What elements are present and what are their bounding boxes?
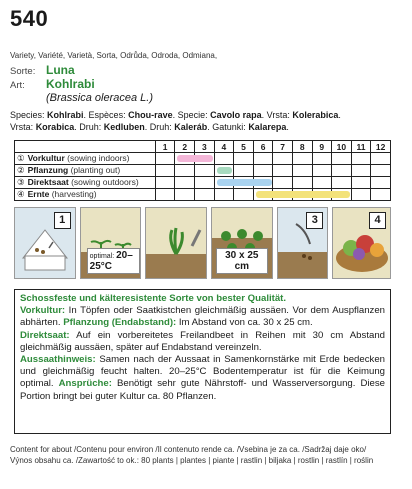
content-info: [10, 445, 405, 466]
step-4-number: 4: [369, 212, 386, 229]
description-box: [14, 289, 391, 434]
art-label: Art:: [10, 80, 25, 91]
species-line-2: [10, 121, 341, 133]
month-header: 12: [371, 141, 391, 153]
month-header: 5: [234, 141, 254, 153]
calendar-cell: [292, 165, 312, 177]
step-marker: ④: [17, 189, 25, 199]
calendar-bar: [177, 155, 212, 162]
calendar-cell: [292, 177, 312, 189]
direktsaat-text: Direktsaat: Auf ein vorbereitetes Freilandbeet in Reihen mit 30 cm Abstand gleichmäßig aussäen, später auf Endabstand vereinzeln.: [20, 329, 385, 353]
species-text: . Vrsta:: [261, 110, 293, 120]
species-text: Chou-rave: [128, 110, 173, 120]
headline: Schossfeste und kälteresistente Sorte von bester Qualität.: [20, 293, 287, 304]
species-block: [10, 109, 341, 133]
calendar-cell: [175, 177, 195, 189]
calendar-cell: [253, 165, 273, 177]
month-header: 11: [351, 141, 371, 153]
species-text: Kaleráb: [174, 122, 208, 132]
content-line-2: Výnos obsahu ca. /Zawartość to ok.: 80 plants | plantes | piante | rastlin | biljaka | rostlin | rastlín | roślin: [10, 455, 374, 465]
temperature-badge: optimal: 20–25°C: [87, 248, 141, 274]
calendar-bar: [217, 179, 272, 186]
calendar-row-label: [15, 153, 156, 165]
calendar-step-translation: (harvesting): [49, 189, 97, 199]
calendar-cell: [371, 177, 391, 189]
calendar-cell: [351, 165, 371, 177]
calendar-cell: [155, 165, 175, 177]
calendar-row: [15, 177, 391, 189]
month-header: 10: [332, 141, 352, 153]
calendar-cell: [175, 153, 195, 165]
variety-line: Variety, Variété, Varietà, Sorta, Odrůda, Odroda, Odmiana,: [10, 51, 218, 60]
calendar-bar: [256, 191, 351, 198]
calendar-cell: [351, 189, 371, 201]
vorkultur-heading: Vorkultur:: [20, 305, 66, 317]
sorte-label: Sorte:: [10, 66, 36, 77]
calendar-cell: [214, 177, 234, 189]
calendar-cell: [292, 153, 312, 165]
calendar-cell: [214, 153, 234, 165]
species-text: Species:: [10, 110, 48, 120]
calendar-cell: [332, 153, 352, 165]
species-text: Kalarepa: [248, 122, 287, 132]
calendar-cell: [175, 165, 195, 177]
month-header: 2: [175, 141, 195, 153]
aussaat-text: Aussaathinweis: Samen nach der Aussaat in Samenkornstärke mit Erde bedecken und gleichmäßig feucht halten. 20–25°C Bodentemperatur ist für die Keimung optimal. Ansprüche: Benötigt sehr gute Nährstoff- und Wasserversorgung. Diese Portion bringt bei guter Kultur ca. 80 Pflanzen.: [20, 354, 385, 402]
calendar-cell: [234, 153, 254, 165]
calendar-step-name: Ernte: [27, 189, 50, 199]
step-marker: ②: [17, 165, 25, 175]
direktsaat-heading: Direktsaat:: [20, 329, 70, 341]
calendar-cell: [312, 153, 332, 165]
calendar-row-label: [15, 165, 156, 177]
calendar-cell: [155, 177, 175, 189]
content-line-1: Content for about /Contenu pour environ /Il contenuto rende ca. /Vsebina je za ca. /Sadržaj daje oko/: [10, 445, 367, 454]
calendar-cell: [273, 177, 293, 189]
month-header: 6: [253, 141, 273, 153]
calendar-step-name: Vorkultur: [27, 153, 65, 163]
calendar-step-translation: (sowing indoors): [64, 153, 130, 163]
calendar-cell: [371, 153, 391, 165]
calendar-cell: [214, 189, 234, 201]
art-value: Kohlrabi: [46, 77, 95, 91]
species-text: Kolerabica: [292, 110, 339, 120]
species-text: Kedluben: [103, 122, 145, 132]
month-header: 3: [195, 141, 215, 153]
month-header: 1: [155, 141, 175, 153]
latin-row: [10, 92, 153, 104]
calendar-cell: [371, 165, 391, 177]
calendar-cell: [253, 153, 273, 165]
trowel-plant-icon: [146, 208, 207, 279]
species-text: Korabica: [35, 122, 75, 132]
month-header: 8: [292, 141, 312, 153]
species-line-1: [10, 109, 341, 121]
art-row: [10, 78, 153, 92]
calendar-row-label: [15, 177, 156, 189]
calendar-row: [15, 165, 391, 177]
illustration-spacing: [211, 207, 273, 279]
calendar-cell: [351, 153, 371, 165]
calendar-cell: [332, 177, 352, 189]
calendar-cell: [273, 165, 293, 177]
calendar-step-translation: (sowing outdoors): [68, 177, 139, 187]
calendar-cell: [351, 177, 371, 189]
species-text: . Druh:: [144, 122, 175, 132]
calendar-cell: [195, 189, 215, 201]
calendar-cell: [273, 153, 293, 165]
illustration-planting: [145, 207, 207, 279]
calendar-cell: [175, 189, 195, 201]
name-block: [10, 64, 153, 104]
species-text: . Druh:: [74, 122, 104, 132]
step-1-number: 1: [54, 212, 71, 229]
calendar-row: [15, 189, 391, 201]
calendar-cell: [195, 177, 215, 189]
step-3-number: 3: [306, 212, 323, 229]
product-code: 540: [10, 6, 49, 31]
calendar-cell: [195, 165, 215, 177]
calendar-cell: [332, 165, 352, 177]
sowing-calendar: [14, 140, 391, 201]
month-header: 9: [312, 141, 332, 153]
calendar-table: [14, 140, 391, 201]
illustration-sowing: [14, 207, 76, 279]
illustration-seedlings: [80, 207, 142, 279]
calendar-cell: [234, 189, 254, 201]
calendar-cell: [155, 153, 175, 165]
aussaat-heading: Aussaathinweis:: [20, 354, 96, 366]
vorkultur-text: Vorkultur: In Töpfen oder Saatkistchen gleichmäßig aussäen. Vor dem Auspflanzen abhärten. Pflanzung (Endabstand): Im Abstand von ca. 30 x 25 cm.: [20, 305, 385, 329]
species-text: Cavolo rapa: [210, 110, 262, 120]
calendar-cell: [371, 189, 391, 201]
calendar-row: [15, 153, 391, 165]
calendar-step-translation: (planting out): [68, 165, 121, 175]
calendar-cell: [312, 165, 332, 177]
sorte-value: Luna: [46, 63, 75, 77]
species-text: .: [338, 110, 341, 120]
calendar-step-name: Pflanzung: [27, 165, 69, 175]
calendar-cell: [214, 165, 234, 177]
month-header: 4: [214, 141, 234, 153]
calendar-bar: [217, 167, 233, 174]
calendar-cell: [253, 189, 273, 201]
species-text: . Gatunki:: [207, 122, 249, 132]
calendar-step-name: Direktsaat: [27, 177, 69, 187]
illustration-harvest: [332, 207, 391, 279]
spacing-badge: 30 x 25 cm: [216, 248, 268, 274]
calendar-cell: [312, 177, 332, 189]
latin-name: (Brassica oleracea L.): [46, 92, 153, 104]
species-text: Kohlrabi: [47, 110, 84, 120]
pflanzung-heading: Pflanzung (Endabstand):: [63, 317, 177, 329]
step-marker: ①: [17, 153, 25, 163]
calendar-cell: [234, 165, 254, 177]
species-text: Vrsta:: [10, 122, 36, 132]
illustration-strip: [14, 207, 391, 279]
step-marker: ③: [17, 177, 25, 187]
sorte-row: [10, 64, 153, 78]
species-text: . Espèces:: [83, 110, 129, 120]
species-text: . Specie:: [172, 110, 211, 120]
calendar-row-label: [15, 189, 156, 201]
month-header: 7: [273, 141, 293, 153]
ansprueche-heading: Ansprüche:: [58, 378, 112, 390]
illustration-direct-sowing: [277, 207, 329, 279]
calendar-cell: [155, 189, 175, 201]
species-text: .: [286, 122, 289, 132]
